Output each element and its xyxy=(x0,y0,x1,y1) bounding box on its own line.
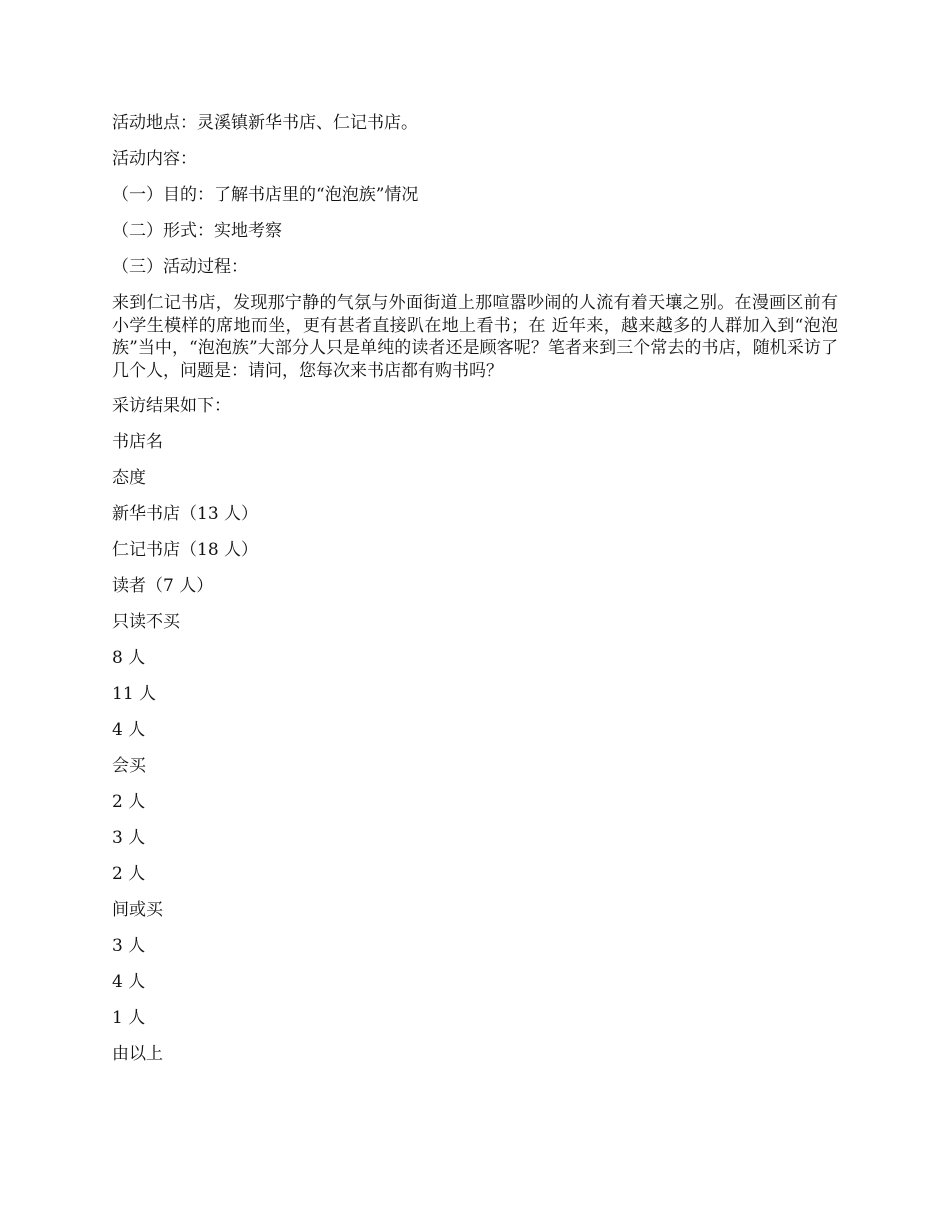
table-row-label-will-buy: 会买 xyxy=(112,756,146,776)
table-header-attitude: 态度 xyxy=(112,468,146,488)
table-col-readers: 读者（7 人） xyxy=(112,576,214,596)
activity-location: 活动地点：灵溪镇新华书店、仁记书店。 xyxy=(112,113,418,133)
table-col-xinhua: 新华书店（13 人） xyxy=(112,504,259,524)
activity-content-heading: 活动内容： xyxy=(112,149,197,169)
table-cell: 3 人 xyxy=(112,828,146,848)
table-cell: 4 人 xyxy=(112,972,146,992)
table-cell: 3 人 xyxy=(112,936,146,956)
table-cell: 2 人 xyxy=(112,864,146,884)
interview-results-heading: 采访结果如下： xyxy=(112,396,231,416)
table-header-store-name: 书店名 xyxy=(112,432,163,452)
table-row-label-occasionally-buy: 间或买 xyxy=(112,900,163,920)
document-page xyxy=(112,112,838,1079)
process-heading: （三）活动过程： xyxy=(112,257,248,277)
purpose-line: （一）目的：了解书店里的“泡泡族”情况 xyxy=(112,185,419,205)
table-cell: 8 人 xyxy=(112,648,146,668)
table-cell: 11 人 xyxy=(112,684,157,704)
form-line: （二）形式：实地考察 xyxy=(112,221,282,241)
table-cell: 2 人 xyxy=(112,792,146,812)
closing-fragment: 由以上 xyxy=(112,1044,163,1064)
process-paragraph: 来到仁记书店，发现那宁静的气氛与外面街道上那喧嚣吵闹的人流有着天壤之别。在漫画区前有小学生模样的席地而坐，更有甚者直接趴在地上看书；在 近年来，越来越多的人群加入到“泡泡族”当中，“泡泡族”大部分人只是单纯的读者还是顾客呢？笔者来到三个常去的书店，随机采访了几个人，问题是：请问，您每次来书店都有购书吗？ xyxy=(112,293,838,381)
table-cell: 1 人 xyxy=(112,1008,146,1028)
table-cell: 4 人 xyxy=(112,720,146,740)
table-row-label-read-only: 只读不买 xyxy=(112,612,180,632)
table-col-renji: 仁记书店（18 人） xyxy=(112,540,259,560)
